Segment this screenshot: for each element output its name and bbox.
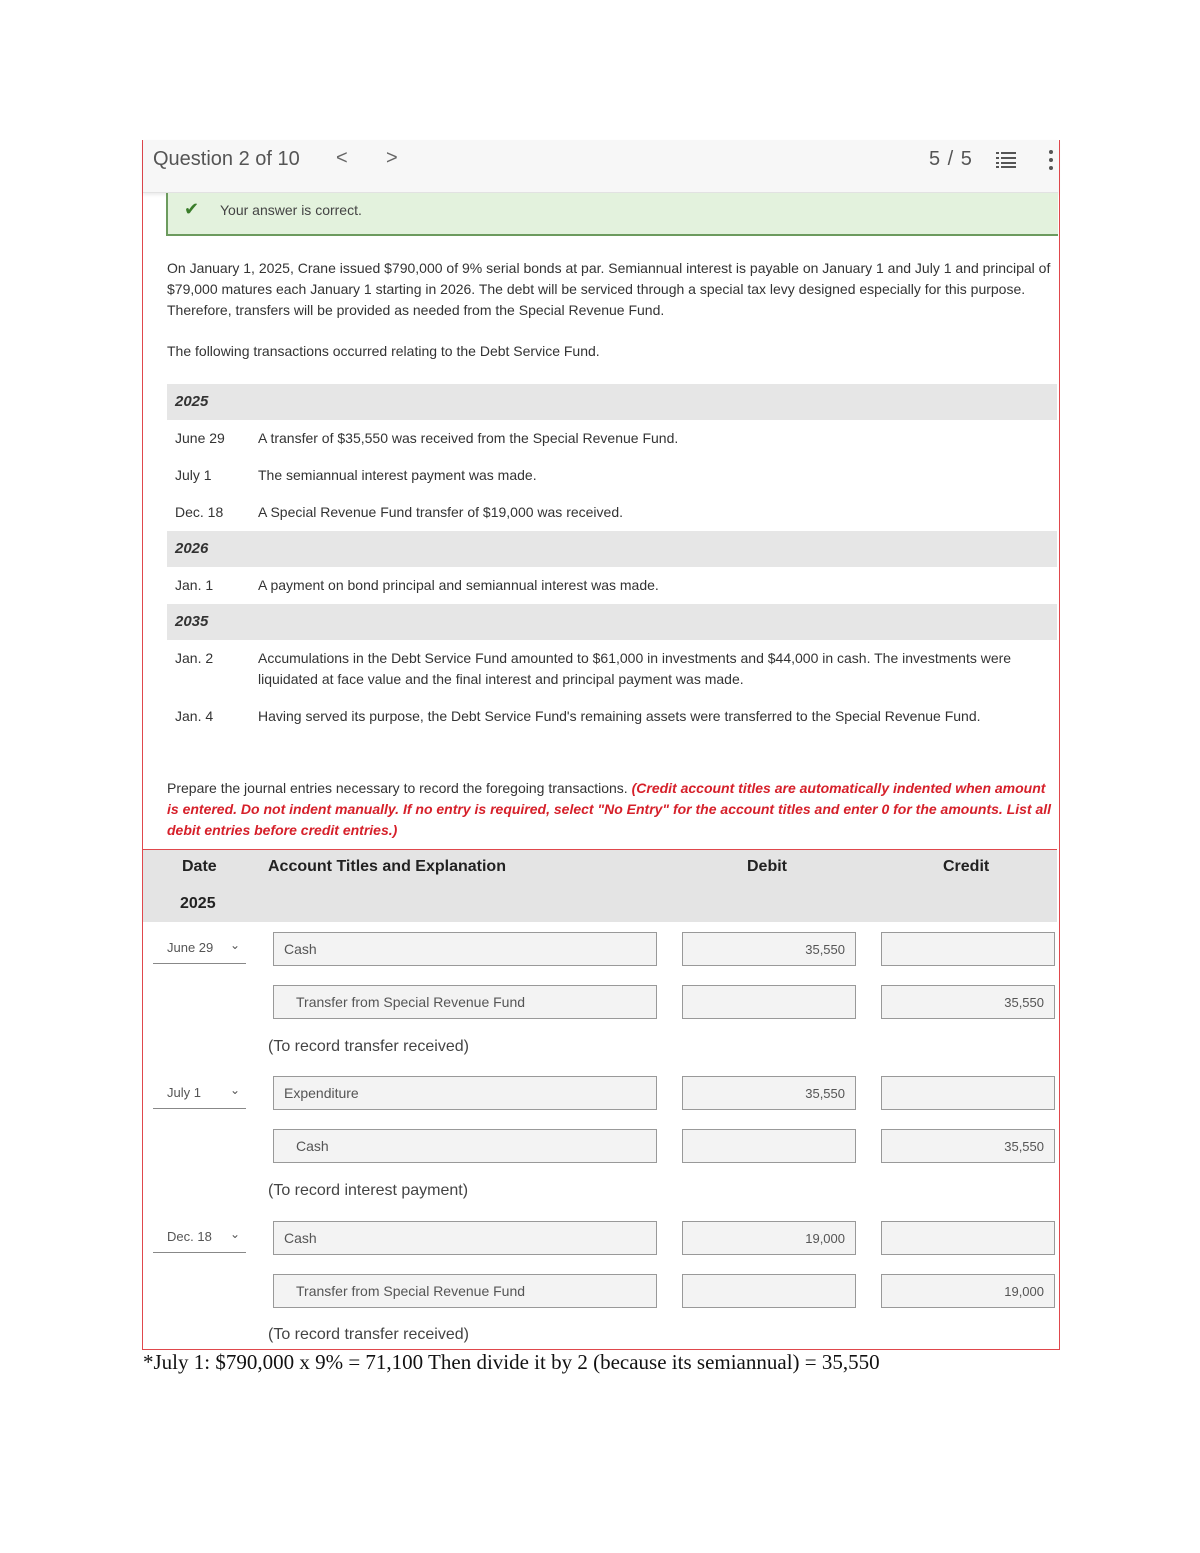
debit-field[interactable] (682, 985, 856, 1019)
credit-value: 35,550 (1004, 1139, 1044, 1154)
transaction-desc: A payment on bond principal and semiannual interest was made. (258, 577, 659, 593)
credit-field[interactable] (881, 1076, 1055, 1110)
account-value: Expenditure (284, 1085, 359, 1101)
question-frame (142, 140, 1060, 1350)
transaction-date: Dec. 18 (175, 504, 224, 520)
date-select-value: Dec. 18 (167, 1229, 212, 1244)
problem-intro: On January 1, 2025, Crane issued $790,000 of 9% serial bonds at par. Semiannual interest is payable on January 1 and July 1 and principal of $79,000 matures each January 1 starting in 2026. The debt will be serviced through a special tax levy designed especially for this purpose. Therefore, transfers will be provided as needed from the Special Revenue Fund. (167, 260, 1051, 318)
chevron-down-icon: ⌄ (229, 938, 240, 952)
credit-value: 35,550 (1004, 995, 1044, 1010)
debit-value: 35,550 (805, 1086, 845, 1101)
journal-year: 2025 (180, 895, 216, 912)
correct-answer-banner (166, 193, 1058, 236)
year-band (167, 531, 1057, 567)
account-field[interactable] (273, 1274, 657, 1308)
handwritten-note: *July 1: $790,000 x 9% = 71,100 Then divide it by 2 (because its semiannual) = 35,550 (143, 1350, 880, 1374)
prev-question-button[interactable]: < (336, 147, 348, 169)
account-field[interactable] (273, 932, 657, 966)
account-field[interactable] (273, 1221, 657, 1255)
question-label: Question 2 of 10 (153, 148, 300, 170)
account-value: Cash (284, 941, 317, 957)
transaction-desc: The semiannual interest payment was made. (258, 467, 537, 483)
account-field[interactable] (273, 1076, 657, 1110)
transaction-date: Jan. 2 (175, 650, 214, 666)
entry-memo: (To record transfer received) (268, 1038, 469, 1055)
credit-field[interactable] (881, 1221, 1055, 1255)
date-select[interactable] (153, 1077, 246, 1109)
instruction-text: Prepare the journal entries necessary to record the foregoing transactions. (167, 780, 628, 796)
more-options-icon[interactable] (1048, 149, 1054, 171)
date-column-header: Date (182, 858, 217, 875)
transaction-date: June 29 (175, 430, 225, 446)
correct-message: Your answer is correct. (220, 202, 362, 218)
debit-field[interactable] (682, 1076, 856, 1110)
date-select-value: June 29 (167, 940, 214, 955)
date-select-value: July 1 (167, 1085, 201, 1100)
date-select[interactable] (153, 1221, 246, 1253)
year-band (167, 384, 1057, 420)
credit-column-header: Credit (943, 858, 990, 875)
debit-column-header: Debit (747, 858, 787, 875)
credit-field[interactable] (881, 985, 1055, 1019)
debit-field[interactable] (682, 932, 856, 966)
account-value: Transfer from Special Revenue Fund (296, 994, 526, 1010)
transactions-intro: The following transactions occurred relating to the Debt Service Fund. (167, 343, 600, 359)
transaction-date: July 1 (175, 467, 212, 483)
entry-memo: (To record interest payment) (268, 1182, 469, 1199)
account-value: Cash (296, 1138, 329, 1154)
entry-memo: (To record transfer received) (268, 1326, 469, 1343)
account-value: Transfer from Special Revenue Fund (296, 1283, 526, 1299)
debit-value: 35,550 (805, 942, 845, 957)
check-icon: ✔ (184, 199, 200, 219)
year-label: 2026 (175, 540, 209, 557)
credit-value: 19,000 (1004, 1284, 1044, 1299)
account-column-header: Account Titles and Explanation (268, 858, 506, 875)
transaction-desc: Having served its purpose, the Debt Service Fund's remaining assets were transferred to the Special Revenue Fund. (258, 708, 981, 724)
chevron-down-icon: ⌄ (229, 1227, 240, 1241)
chevron-down-icon: ⌄ (229, 1083, 240, 1097)
debit-field[interactable] (682, 1221, 856, 1255)
transaction-date: Jan. 1 (175, 577, 214, 593)
credit-field[interactable] (881, 1274, 1055, 1308)
credit-field[interactable] (881, 932, 1055, 966)
transaction-desc: Accumulations in the Debt Service Fund amounted to $61,000 in investments and $44,000 in cash. The investments were liquidated at face value and the final interest and principal payment was made. (258, 650, 1012, 687)
instruction-note: (Credit account titles are automatically indented when amount is entered. Do not indent manually. If no entry is required, select "No Entry" for the account titles and enter 0 for the amounts. List all debit entries before credit entries.) (167, 780, 1052, 838)
debit-field[interactable] (682, 1129, 856, 1163)
year-label: 2025 (175, 393, 209, 410)
account-field[interactable] (273, 985, 657, 1019)
score-label: 5 / 5 (929, 148, 973, 170)
transaction-desc: A Special Revenue Fund transfer of $19,000 was received. (258, 504, 623, 520)
year-label: 2035 (175, 613, 209, 630)
debit-field[interactable] (682, 1274, 856, 1308)
debit-value: 19,000 (805, 1231, 845, 1246)
journal-header (143, 849, 1057, 922)
instructions (167, 778, 1057, 841)
credit-field[interactable] (881, 1129, 1055, 1163)
question-list-icon[interactable] (996, 151, 1016, 169)
account-value: Cash (284, 1230, 317, 1246)
year-band (167, 604, 1057, 640)
date-select[interactable] (153, 932, 246, 964)
question-header (143, 140, 1058, 193)
transaction-desc: A transfer of $35,550 was received from the Special Revenue Fund. (258, 430, 679, 446)
transaction-date: Jan. 4 (175, 708, 214, 724)
account-field[interactable] (273, 1129, 657, 1163)
next-question-button[interactable]: > (386, 147, 398, 169)
